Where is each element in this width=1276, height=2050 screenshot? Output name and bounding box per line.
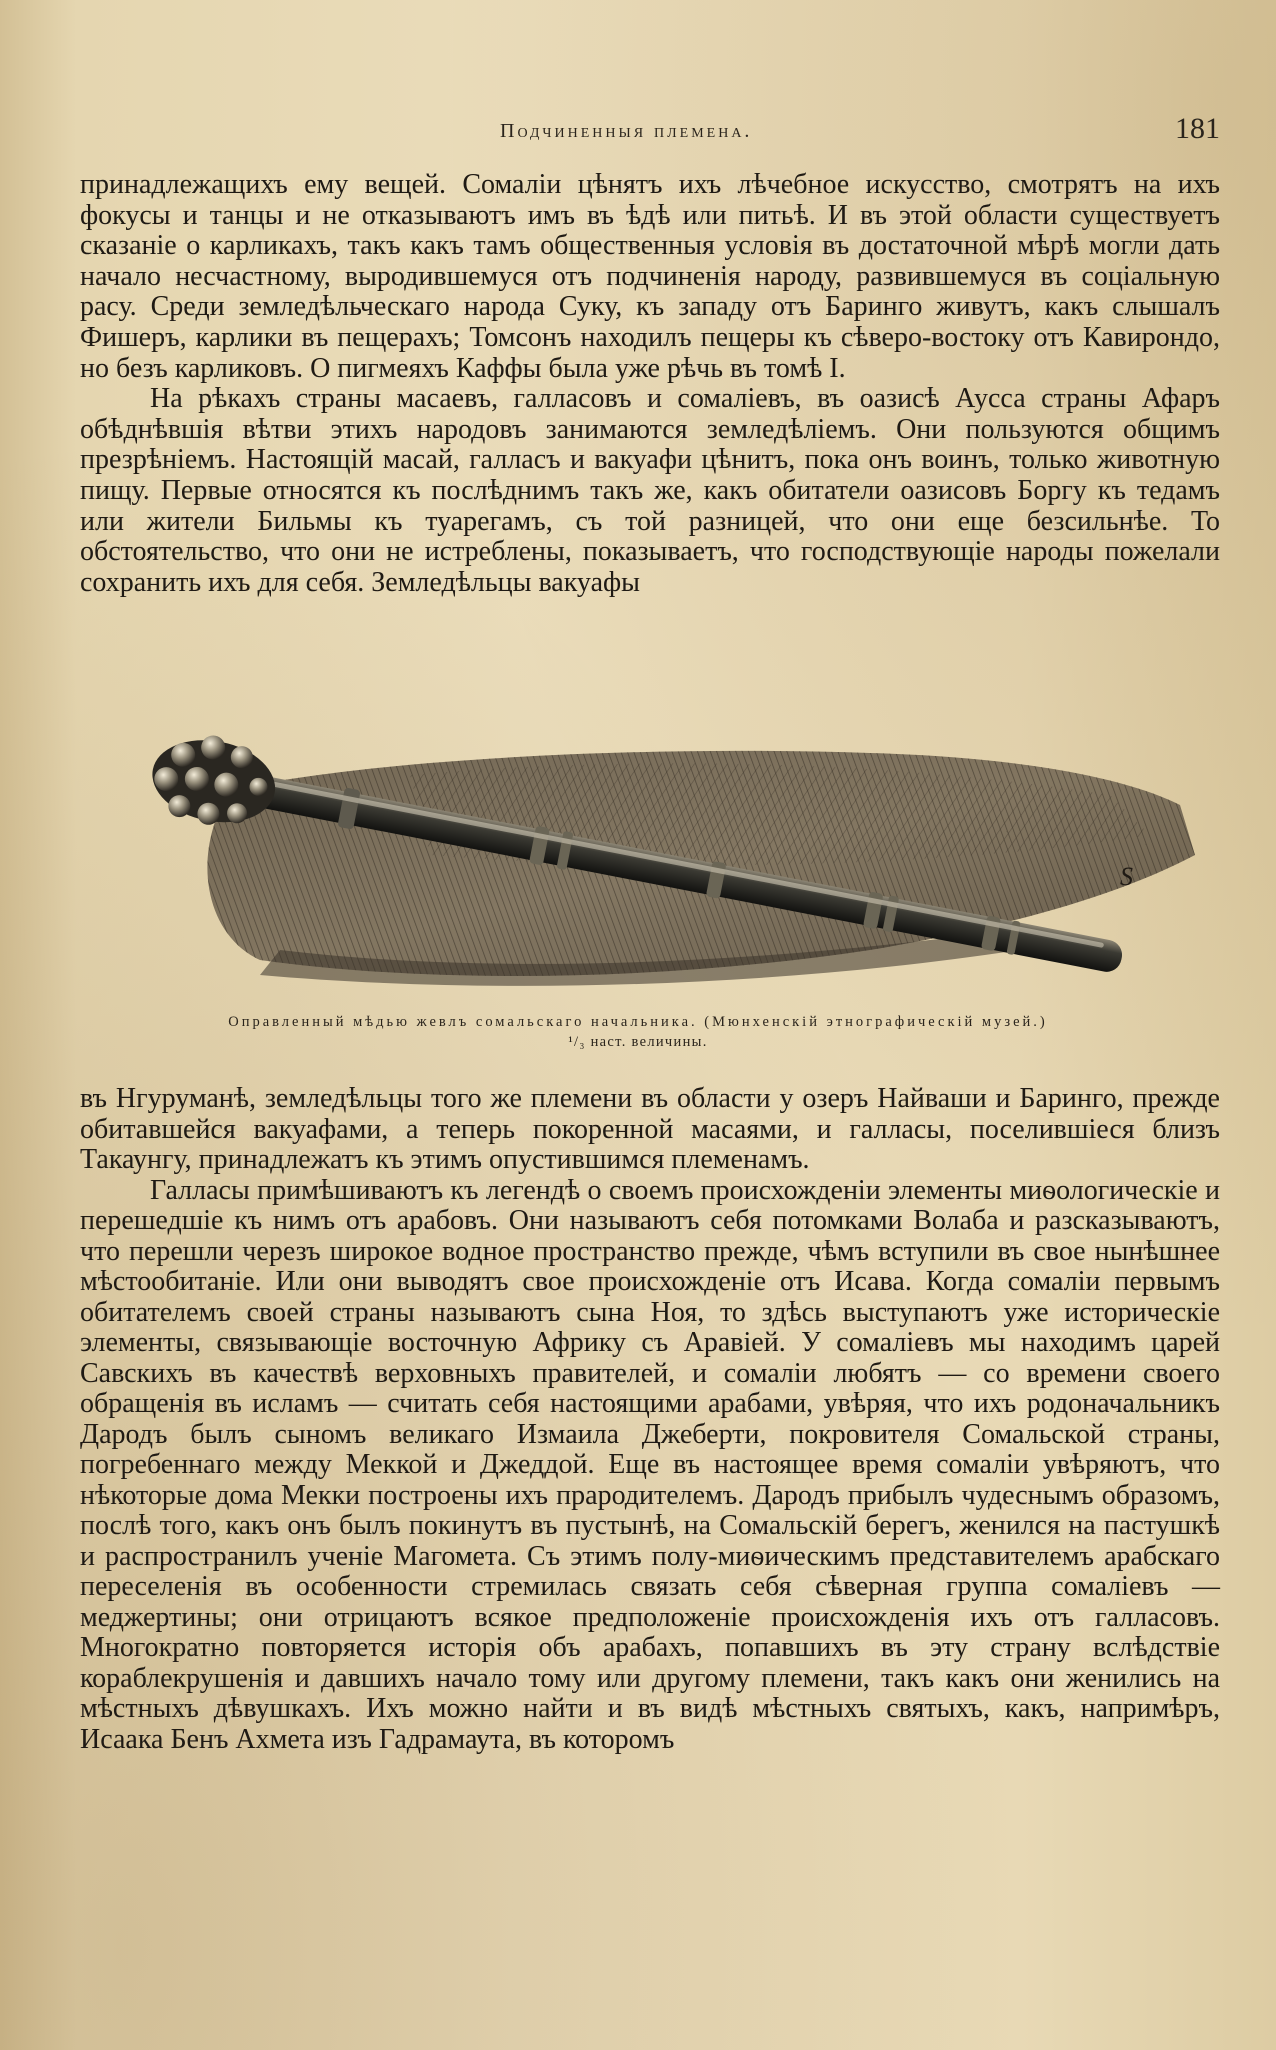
body-text-top [80, 170, 1220, 598]
engraver-mark: S [1120, 862, 1133, 891]
paragraph: принадлежащихъ ему вещей. Сомалiи цѣнятъ ихъ лѣчебное искусство, смотрятъ на ихъ фокусы и танцы и не отказываютъ имъ въ ѣдѣ или питьѣ. И въ этой области существуетъ сказанiе о карликахъ, такъ какъ тамъ общественныя условiя въ достаточной мѣрѣ могли дать начало несчастному, выродившемуся отъ подчиненiя народу, развившемуся въ соцiальную расу. Среди земледѣльческаго народа Суку, къ западу отъ Баринго живутъ, какъ слышалъ Фишеръ, карлики въ пещерахъ; Томсонъ находилъ пещеры къ сѣверо-востоку отъ Кавирондо, но безъ карликовъ. О пигмеяхъ Каффы была уже рѣчь въ томѣ I. [80, 169, 1220, 384]
paragraph: въ Нгуруманѣ, земледѣльцы того же племени въ области у озеръ Найваши и Баринго, прежде обитавшейся вакуафами, а теперь покоренной масаями, и галласы, поселившiеся близъ Такаунгу, принадлежатъ къ этимъ опустившимся племенамъ. [80, 1083, 1220, 1175]
staff-engraving-image [110, 735, 1200, 1005]
body-text-bottom [80, 1084, 1220, 1755]
page-number: 181 [1175, 112, 1220, 145]
figure-caption [60, 1012, 1216, 1052]
caption-line-1: Оправленный мѣдью жевлъ сомальскаго начальника. (Мюнхенскiй этнографическiй музей.) [228, 1014, 1048, 1030]
caption-line-2: ¹/₃ наст. величины. [568, 1034, 708, 1050]
paragraph: На рѣкахъ страны масаевъ, галласовъ и сомалiевъ, въ оазисѣ Ауcса страны Афаръ обѣднѣвшiя вѣтви этихъ народовъ занимаются земледѣлiемъ. Они пользуются общимъ презрѣнiемъ. Настоящiй масай, галласъ и вакуафи цѣнитъ, пока онъ воинъ, только животную пищу. Первые относятся къ послѣднимъ такъ же, какъ обитатели оазисовъ Боргу къ тедамъ или жители Бильмы къ туарегамъ, съ той разницей, что они еще безсильнѣе. То обстоятельство, что они не истреблены, показываетъ, что господствующiе народы пожелали сохранить ихъ для себя. Земледѣльцы вакуафы [80, 383, 1220, 598]
running-title: Подчиненныя племена. [500, 120, 753, 142]
page-header [0, 112, 1276, 152]
paragraph: Галласы примѣшиваютъ къ легендѣ о своемъ происхожденiи элементы миѳологическiе и перешедшiе къ нимъ отъ арабовъ. Они называютъ себя потомками Волаба и разсказываютъ, что перешли черезъ широкое водное пространство прежде, чѣмъ вступили въ свое нынѣшнее мѣстообитанiе. Или они выводятъ свое происхожденiе отъ Исава. Когда сомалiи первымъ обитателемъ своей страны называютъ сына Ноя, то здѣсь выступаютъ уже историческiе элементы, связывающiе восточную Африку съ Аравiей. У сомалiевъ мы находимъ царей Савскихъ въ качествѣ верховныхъ правителей, и сомалiи любятъ — со времени своего обращенiя въ исламъ — считать себя настоящими арабами, увѣряя, что ихъ родоначальникъ Дародъ былъ сыномъ великаго Измаила Джеберти, покровителя Сомальской страны, погребеннаго между Меккой и Джеддой. Еще въ настоящее время сомалiи увѣряютъ, что нѣкоторые дома Мекки построены ихъ прародителемъ. Дародъ прибылъ чудеснымъ образомъ, послѣ того, какъ онъ былъ покинутъ въ пустынѣ, на Сомальскiй берегъ, женился на пастушкѣ и распространилъ ученiе Магомета. Съ этимъ полу-миѳическимъ представителемъ арабскаго переселенiя въ особенности стремилась связать себя сѣверная группа сомалiевъ — меджертины; они отрицаютъ всякое предположенiе происхожденiя ихъ отъ галласовъ. Многократно повторяется исторiя объ арабахъ, попавшихъ въ эту страну вслѣдствiе кораблекрушенiя и давшихъ начало тому или другому племени, такъ какъ они женились на мѣстныхъ дѣвушкахъ. Ихъ можно найти и въ видѣ мѣстныхъ святыхъ, какъ, напримѣръ, Исаака Бенъ Ахмета изъ Гадрамаута, въ которомъ [80, 1174, 1220, 1755]
figure-staff-illustration [110, 735, 1200, 1020]
